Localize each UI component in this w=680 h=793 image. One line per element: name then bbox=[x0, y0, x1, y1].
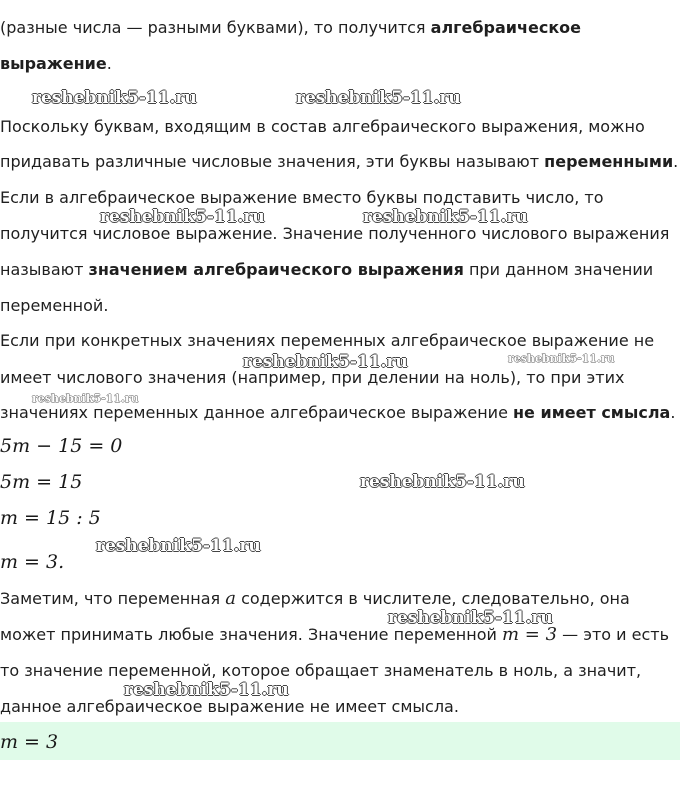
watermark: reshebnik5-11.ru bbox=[360, 472, 525, 492]
equation-1: 5m − 15 = 0 bbox=[0, 435, 123, 457]
text: называют bbox=[0, 260, 89, 279]
text-line bbox=[0, 260, 653, 280]
text-line bbox=[0, 697, 459, 717]
text-line bbox=[0, 296, 108, 316]
text: — это и есть bbox=[557, 625, 670, 644]
text: содержится в числителе, следовательно, она bbox=[235, 589, 630, 608]
answer-value: m = 3 bbox=[0, 731, 59, 753]
text: Заметим, что переменная bbox=[0, 589, 226, 608]
text: . bbox=[106, 54, 112, 73]
inline-equation: m = 3 bbox=[501, 624, 558, 645]
watermark: reshebnik5-11.ru bbox=[508, 352, 615, 365]
equation-2: 5m = 15 bbox=[0, 471, 83, 493]
watermark: reshebnik5-11.ru bbox=[100, 207, 265, 227]
text: данное алгебраическое выражение не имеет смысла. bbox=[0, 697, 459, 716]
watermark: reshebnik5-11.ru bbox=[124, 680, 289, 700]
text: значениях переменных данное алгебраическое выражение bbox=[0, 403, 513, 422]
bold-term: значением алгебраического выражения bbox=[88, 260, 464, 279]
bold-term: не имеет смысла bbox=[513, 403, 671, 422]
text-line bbox=[0, 625, 669, 645]
watermark: reshebnik5-11.ru bbox=[32, 392, 139, 405]
text: то значение переменной, которое обращает знаменатель в ноль, а значит, bbox=[0, 661, 642, 680]
text: Поскольку буквам, входящим в состав алгебраического выражения, можно bbox=[0, 117, 645, 136]
text: переменной. bbox=[0, 296, 109, 315]
bold-term: алгебраическое bbox=[430, 18, 582, 37]
bold-term: переменными bbox=[544, 152, 674, 171]
text: имеет числового значения (например, при делении на ноль), то при этих bbox=[0, 368, 625, 387]
watermark: reshebnik5-11.ru bbox=[296, 88, 461, 108]
text: получится числовое выражение. Значение полученного числового выражения bbox=[0, 224, 670, 243]
text-line bbox=[0, 18, 581, 38]
text: может принимать любые значения. Значение переменной bbox=[0, 625, 502, 644]
text-line bbox=[0, 152, 678, 172]
text-line bbox=[0, 188, 604, 208]
text-line bbox=[0, 661, 641, 681]
text: придавать различные числовые значения, эти буквы называют bbox=[0, 152, 545, 171]
watermark: reshebnik5-11.ru bbox=[243, 352, 408, 372]
text: . bbox=[670, 403, 676, 422]
text: при данном значении bbox=[463, 260, 654, 279]
watermark: reshebnik5-11.ru bbox=[363, 207, 528, 227]
text: Если при конкретных значениях переменных алгебраическое выражение не bbox=[0, 331, 655, 350]
text: Если в алгебраическое выражение вместо буквы подставить число, то bbox=[0, 188, 604, 207]
text-line bbox=[0, 54, 112, 74]
text: . bbox=[673, 152, 679, 171]
watermark: reshebnik5-11.ru bbox=[32, 88, 197, 108]
variable-a: a bbox=[225, 588, 236, 609]
equation-4: m = 3. bbox=[0, 551, 65, 573]
bold-term: выражение bbox=[0, 54, 107, 73]
text: (разные числа — разными буквами), то получится bbox=[0, 18, 431, 37]
text-line bbox=[0, 117, 645, 137]
text-line bbox=[0, 403, 675, 423]
text-line bbox=[0, 589, 630, 609]
text-line bbox=[0, 224, 669, 244]
answer-box bbox=[0, 722, 680, 760]
text-line bbox=[0, 331, 654, 351]
watermark: reshebnik5-11.ru bbox=[388, 608, 553, 628]
watermark: reshebnik5-11.ru bbox=[96, 536, 261, 556]
equation-3: m = 15 : 5 bbox=[0, 507, 101, 529]
